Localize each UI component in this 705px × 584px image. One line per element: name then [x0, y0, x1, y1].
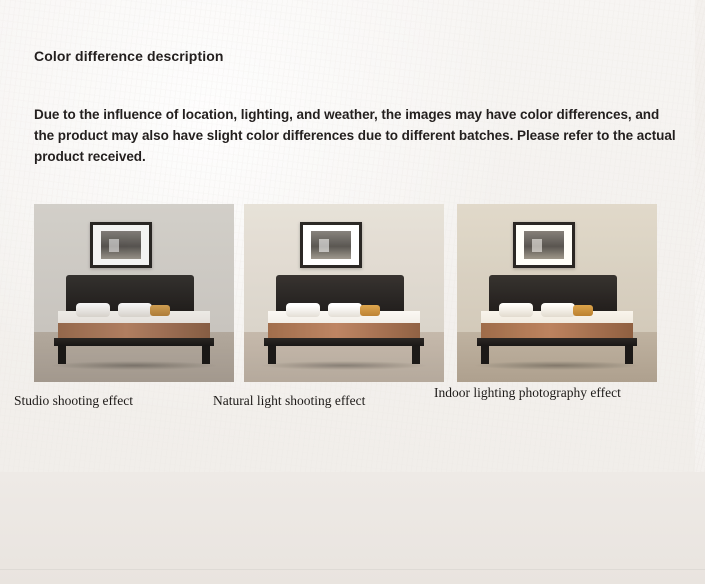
frame-artwork — [101, 231, 141, 258]
picture-frame — [300, 222, 362, 268]
section-body-text: Due to the influence of location, lighting, and weather, the images may have color differences, and the product may also have slight color differences due to different batches. Please refer to the actual product received. — [34, 107, 676, 164]
accent-pillow — [573, 305, 593, 316]
photo-caption-indoor-lighting: Indoor lighting photography effect — [434, 385, 621, 400]
bottom-divider — [0, 569, 705, 570]
bed-frame — [54, 338, 214, 347]
bed-frame — [477, 338, 637, 347]
pillow-left — [286, 303, 320, 317]
bedroom-scene-image — [34, 204, 234, 382]
pillow-left — [499, 303, 533, 317]
floor-shadow — [473, 361, 641, 370]
section-heading: Color difference description — [34, 48, 224, 64]
frame-artwork — [311, 231, 351, 258]
bedroom-scene-image — [457, 204, 657, 382]
pillow-right — [118, 303, 152, 317]
frame-artwork — [524, 231, 564, 258]
photo-studio — [34, 204, 234, 382]
photo-indoor-lighting — [457, 204, 657, 382]
photo-caption-natural-light: Natural light shooting effect — [213, 393, 366, 408]
pillow-right — [328, 303, 362, 317]
pillow-right — [541, 303, 575, 317]
floor-shadow — [260, 361, 428, 370]
photo-row — [34, 204, 659, 382]
pillow-left — [76, 303, 110, 317]
accent-pillow — [360, 305, 380, 316]
bed-frame — [264, 338, 424, 347]
accent-pillow — [150, 305, 170, 316]
picture-frame — [513, 222, 575, 268]
picture-frame — [90, 222, 152, 268]
photo-caption-studio: Studio shooting effect — [14, 393, 133, 408]
photo-natural-light — [244, 204, 444, 382]
bottom-strip — [0, 472, 705, 584]
floor-shadow — [50, 361, 218, 370]
bedroom-scene-image — [244, 204, 444, 382]
